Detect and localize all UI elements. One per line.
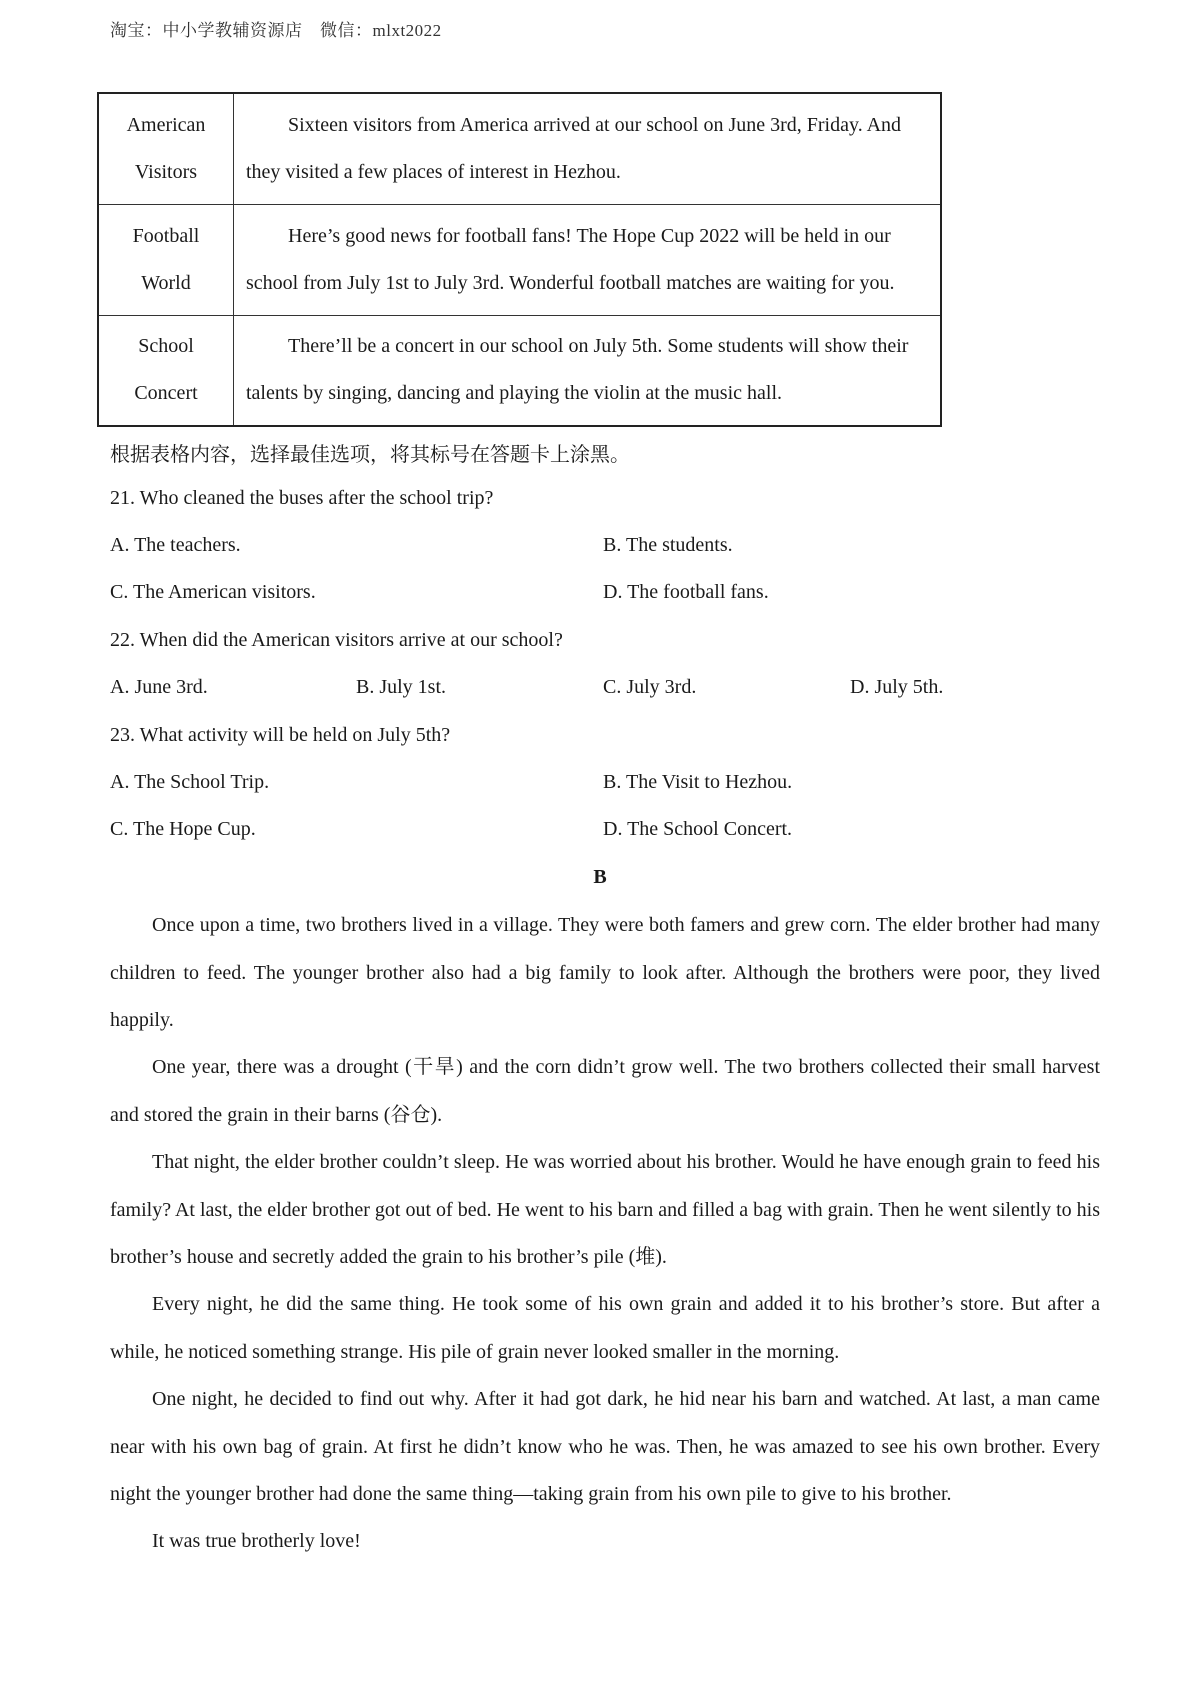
page-header-note: 淘宝：中小学教辅资源店 微信：mlxt2022	[110, 21, 442, 40]
topic-label: Concert	[134, 382, 198, 405]
answer-option: C. The Hope Cup.	[110, 818, 256, 840]
story-paragraph: One year, there was a drought (干旱) and the corn didn’t grow well. The two brothers collected their small harvest and stored the grain in their barns (谷仓).	[110, 1056, 1100, 1126]
table-row	[98, 315, 941, 426]
answer-option: B. The students.	[603, 534, 733, 556]
answer-option: A. June 3rd.	[110, 676, 208, 698]
topic-cell	[98, 93, 234, 204]
question-stem: 23. What activity will be held on July 5th?	[110, 724, 451, 746]
topic-label: Visitors	[134, 160, 198, 183]
answer-option: B. July 1st.	[356, 676, 447, 698]
news-text: There’ll be a concert in our school on July 5th. Some students will show their talents by singing, dancing and playing the violin at the music hall.	[234, 315, 942, 426]
answer-option: A. The teachers.	[110, 534, 241, 556]
news-text: Sixteen visitors from America arrived at our school on June 3rd, Friday. And they visited a few places of interest in Hezhou.	[234, 93, 942, 204]
story-paragraph: It was true brotherly love!	[152, 1530, 361, 1552]
topic-cell	[98, 204, 234, 315]
news-text: Here’s good news for football fans! The Hope Cup 2022 will be held in our school from July 1st to July 3rd. Wonderful football matches are waiting for you.	[234, 204, 942, 315]
answer-option: D. July 5th.	[850, 676, 944, 698]
table-row	[98, 93, 941, 204]
table-row	[98, 204, 941, 315]
question-stem: 21. Who cleaned the buses after the school trip?	[110, 487, 494, 509]
story-paragraph: Once upon a time, two brothers lived in a village. They were both famers and grew corn. The elder brother had many children to feed. The younger brother also had a big family to look after. Although the brothers were poor, they lived happily.	[110, 914, 1100, 1031]
topic-label: World	[141, 271, 191, 294]
topic-label: Football	[132, 224, 200, 247]
answer-option: C. The American visitors.	[110, 581, 316, 603]
section-title: B	[593, 866, 607, 888]
question-stem: 22. When did the American visitors arrive at our school?	[110, 629, 563, 651]
news-table	[97, 92, 942, 427]
answer-option: D. The football fans.	[603, 581, 769, 603]
topic-cell	[98, 315, 234, 426]
instruction: 根据表格内容，选择最佳选项，将其标号在答题卡上涂黑。	[110, 444, 630, 466]
answer-option: B. The Visit to Hezhou.	[603, 771, 793, 793]
answer-option: C. July 3rd.	[603, 676, 697, 698]
answer-option: D. The School Concert.	[603, 818, 793, 840]
answer-option: A. The School Trip.	[110, 771, 270, 793]
topic-label: School	[138, 335, 194, 358]
topic-label: American	[126, 113, 206, 136]
story-paragraph: One night, he decided to find out why. After it had got dark, he hid near his barn and watched. At last, a man came near with his own bag of grain. At first he didn’t know who he was. Then, he was amazed to see his own brother. Every night the younger brother had done the same thing—taking grain from his own pile to give to his brother.	[110, 1388, 1100, 1505]
story-paragraph: That night, the elder brother couldn’t sleep. He was worried about his brother. Would he have enough grain to feed his family? At last, the elder brother got out of bed. He went to his barn and filled a bag with grain. Then he went silently to his brother’s house and secretly added the grain to his brother’s pile (堆).	[110, 1151, 1100, 1268]
story-paragraph: Every night, he did the same thing. He took some of his own grain and added it to his brother’s store. But after a while, he noticed something strange. His pile of grain never looked smaller in the morning.	[110, 1293, 1100, 1363]
